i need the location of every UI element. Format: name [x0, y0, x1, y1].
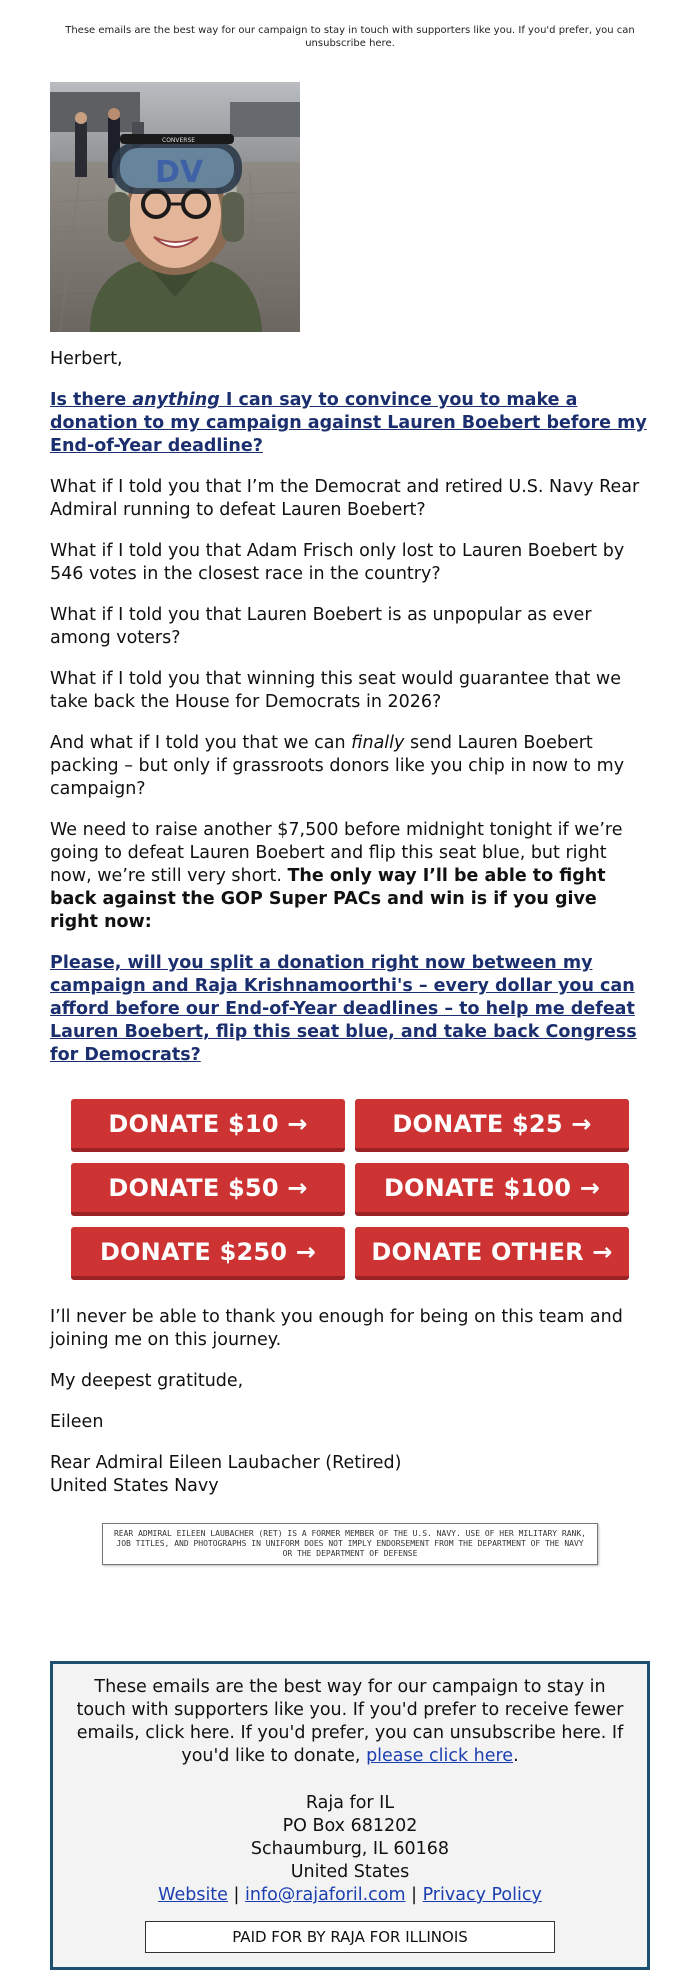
privacy-policy-link[interactable]: Privacy Policy [422, 1885, 542, 1905]
footer-box [50, 1661, 650, 1970]
footer-org: Raja for IL [305, 1793, 395, 1813]
donate-other-button[interactable]: DONATE OTHER → [355, 1227, 629, 1280]
paragraph-frisch: What if I told you that Adam Frisch only lost to Lauren Boebert by 546 votes in the closest race in the country? [50, 541, 625, 584]
donate-button-grid [71, 1099, 629, 1280]
signature-branch: United States Navy [50, 1476, 219, 1496]
donate-250-button[interactable]: DONATE $250 → [71, 1227, 345, 1280]
footer-donate-link[interactable]: please click here [366, 1746, 514, 1766]
closing [50, 1306, 650, 1516]
paragraph-raise: We need to raise another $7,500 before midnight tonight if we’re going to defeat Lauren Boebert and flip this seat blue, but right now, we’re still very short. The only way I’ll be able to fight back against the GOP Super PACs and win is if you give right now: [50, 820, 623, 932]
donate-10-button[interactable]: DONATE $10 → [71, 1099, 345, 1152]
donate-25-button[interactable]: DONATE $25 → [355, 1099, 629, 1152]
greeting: Herbert, [50, 349, 123, 369]
donate-100-button[interactable]: DONATE $100 → [355, 1163, 629, 1216]
paid-for-disclaimer: PAID FOR BY RAJA FOR ILLINOIS [145, 1921, 555, 1953]
signature-block [50, 1452, 650, 1498]
signature-title: Rear Admiral Eileen Laubacher (Retired) [50, 1453, 402, 1473]
paragraph-take-back-house: What if I told you that winning this seat would guarantee that we take back the House for Democrats in 2026? [50, 669, 621, 712]
footer-address [67, 1792, 633, 1884]
candidate-photo [50, 82, 300, 332]
website-link[interactable]: Website [158, 1885, 228, 1905]
signature-name: Eileen [50, 1412, 104, 1432]
email-link[interactable]: info@rajaforil.com [244, 1885, 406, 1905]
paragraph-rear-admiral: What if I told you that I’m the Democrat and retired U.S. Navy Rear Admiral running to defeat Lauren Boebert? [50, 477, 640, 520]
thanks-text: I’ll never be able to thank you enough for being on this team and joining me on this journey. [50, 1307, 623, 1350]
headline [50, 389, 650, 458]
headline-donate-link[interactable]: Is there anything I can say to convince you to make a donation to my campaign against Lauren Boebert before my End-of-Year deadline? [50, 390, 647, 456]
footer-text: These emails are the best way for our campaign to stay in touch with supporters like you. If you'd prefer to receive fewer emails, click here. If you'd prefer, you can unsubscribe here. If you'd like to donate, please click here. [76, 1677, 624, 1766]
svg-text:CONVERSE: CONVERSE [162, 137, 196, 144]
donate-50-button[interactable]: DONATE $50 → [71, 1163, 345, 1216]
footer-po-box: PO Box 681202 [282, 1816, 418, 1836]
email-body [50, 348, 650, 1085]
paragraph-finally: And what if I told you that we can finally send Lauren Boebert packing – but only if grassroots donors like you chip in now to my campaign? [50, 733, 625, 799]
footer-country: United States [290, 1862, 410, 1882]
footer-city: Schaumburg, IL 60168 [250, 1839, 450, 1859]
paragraph-unpopular: What if I told you that Lauren Boebert is as unpopular as ever among voters? [50, 605, 592, 648]
gratitude-text: My deepest gratitude, [50, 1371, 244, 1391]
footer-links: Website | info@rajaforil.com | Privacy Policy [158, 1885, 542, 1905]
ask-donate-link[interactable]: Please, will you split a donation right now between my campaign and Raja Krishnamoorthi's – every dollar you can afford before our End-of-Year deadlines – to help me defeat Lauren Boebert, flip this seat blue, and take back Congress for Democrats? [50, 953, 637, 1065]
military-disclaimer: REAR ADMIRAL EILEEN LAUBACHER (RET) IS A FORMER MEMBER OF THE U.S. NAVY. USE OF HER MILITARY RANK, JOB TITLES, AND PHOTOGRAPHS IN UNIFORM DOES NOT IMPLY ENDORSEMENT FROM THE DEPARTMENT OF THE NAVY OR THE DEPARTMENT OF DEFENSE [102, 1523, 598, 1565]
preheader-text: These emails are the best way for our campaign to stay in touch with supporters like you. If you'd prefer, you can unsubscribe here. [65, 25, 635, 49]
ask [50, 952, 650, 1067]
svg-text:DV: DV [155, 155, 204, 190]
